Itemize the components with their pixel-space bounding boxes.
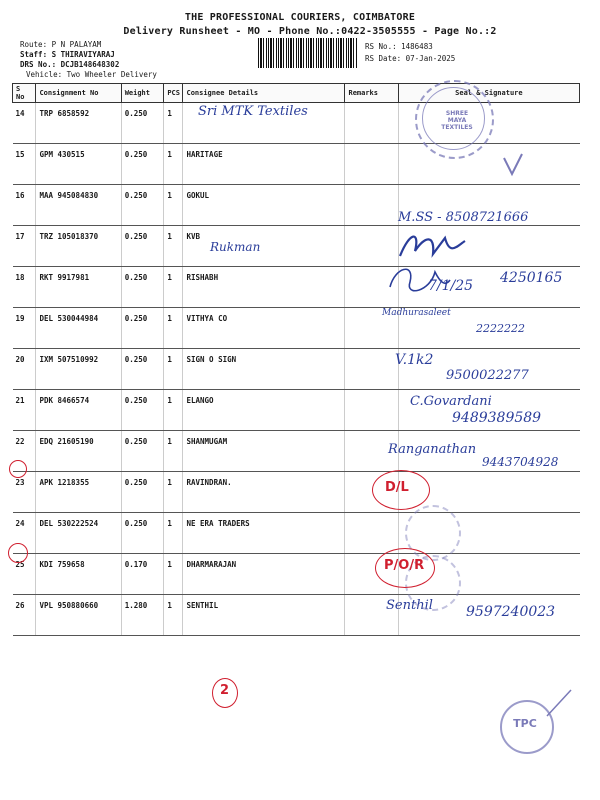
row-sno: 26 — [13, 595, 36, 636]
row-pcs: 1 — [164, 513, 183, 554]
row-sno: 19 — [13, 308, 36, 349]
delivery-table — [12, 83, 580, 636]
handwritten-consignee-17: Rukman — [210, 240, 261, 254]
tpc-stamp-tick — [545, 688, 575, 718]
row-consignee-details: RISHABH — [183, 267, 345, 308]
row-consignment-no: APK 1218355 — [36, 472, 121, 513]
row-consignment-no: PDK 8466574 — [36, 390, 121, 431]
checkmark-mark — [498, 150, 528, 180]
row-weight: 0.250 — [121, 103, 164, 144]
col-header-details: Consignee Details — [183, 84, 345, 103]
company-title: THE PROFESSIONAL COURIERS, COIMBATORE — [184, 12, 416, 23]
row-consignee-details: KVB — [183, 226, 345, 267]
table-row — [13, 226, 580, 267]
row-pcs: 1 — [164, 267, 183, 308]
row-pcs: 1 — [164, 595, 183, 636]
row-sno: 15 — [13, 144, 36, 185]
row-sno: 17 — [13, 226, 36, 267]
row-sno: 22 — [13, 431, 36, 472]
handwritten-name-21: C.Govardani — [410, 394, 492, 409]
row-consignment-no: VPL 950880660 — [36, 595, 121, 636]
col-header-consignment: Consignment No — [36, 84, 121, 103]
row-consignment-no: EDQ 21605190 — [36, 431, 121, 472]
row-pcs: 1 — [164, 554, 183, 595]
row-sno: 18 — [13, 267, 36, 308]
barcode — [258, 38, 358, 68]
row-consignment-no: TRP 6858592 — [36, 103, 121, 144]
handwritten-date-18: 7/1/25 — [428, 278, 474, 294]
row-weight: 0.250 — [121, 226, 164, 267]
handwritten-phone-17: M.SS - 8508721666 — [398, 210, 529, 225]
row-consignee-details: VITHYA CO — [183, 308, 345, 349]
runsheet-subtitle: Delivery Runsheet - MO - Phone No.:0422-3505555 - Page No.:2 — [123, 26, 497, 37]
handwritten-phone-26: 9597240023 — [466, 604, 556, 620]
col-header-seal: Seal & Signature — [398, 84, 579, 103]
row-consignee-details: GOKUL — [183, 185, 345, 226]
handwritten-name-19: Madhurasaleet — [382, 308, 451, 318]
handwritten-phone-22: 9443704928 — [482, 455, 559, 469]
row-consignment-no: DEL 530044984 — [36, 308, 121, 349]
row-pcs: 1 — [164, 226, 183, 267]
handwritten-phone-20: 9500022277 — [446, 368, 529, 383]
row-remarks — [345, 185, 398, 226]
red-footer-mark: 2 — [220, 683, 230, 698]
row-consignment-no: IXM 507510992 — [36, 349, 121, 390]
staff-label: Staff: S THIRAVIYARAJ — [20, 50, 115, 59]
rs-date: RS Date: 07-Jan-2025 — [365, 54, 456, 63]
row-weight: 0.250 — [121, 185, 164, 226]
red-circle-23 — [9, 460, 27, 478]
row-consignee-details: NE ERA TRADERS — [183, 513, 345, 554]
row-pcs: 1 — [164, 144, 183, 185]
col-header-weight: Weight — [121, 84, 164, 103]
row-sno: 21 — [13, 390, 36, 431]
row-consignee-details: RAVINDRAN. — [183, 472, 345, 513]
row-consignment-no: MAA 945084830 — [36, 185, 121, 226]
handwritten-name-26: Senthil — [386, 598, 433, 613]
route-label: Route: P N PALAYAM — [20, 40, 102, 49]
row-consignee-details: DHARMARAJAN — [183, 554, 345, 595]
row-weight: 0.250 — [121, 472, 164, 513]
row-weight: 1.280 — [121, 595, 164, 636]
table-row — [13, 513, 580, 554]
table-row — [13, 472, 580, 513]
red-circle-25 — [8, 543, 28, 563]
red-mark-25: P/O/R — [384, 558, 425, 573]
handwritten-phone-18: 4250165 — [500, 270, 563, 286]
row-sno: 23 — [13, 472, 36, 513]
handwritten-consignee-14: Sri MTK Textiles — [198, 104, 308, 119]
col-header-remarks: Remarks — [345, 84, 398, 103]
row-remarks — [345, 349, 398, 390]
row-weight: 0.250 — [121, 308, 164, 349]
row-consignee-details: HARITAGE — [183, 144, 345, 185]
tpc-stamp-text: TPC — [513, 717, 537, 730]
vehicle-label: Vehicle: Two Wheeler Delivery — [26, 70, 157, 79]
signature-17 — [395, 226, 475, 266]
row-consignee-details: SHANMUGAM — [183, 431, 345, 472]
rs-number: RS No.: 1486483 — [365, 42, 433, 51]
row-weight: 0.250 — [121, 431, 164, 472]
row-sno: 20 — [13, 349, 36, 390]
row-pcs: 1 — [164, 472, 183, 513]
row-pcs: 1 — [164, 349, 183, 390]
row-weight: 0.250 — [121, 349, 164, 390]
row-pcs: 1 — [164, 185, 183, 226]
row-consignment-no: KDI 759658 — [36, 554, 121, 595]
handwritten-name-20: V.1k2 — [395, 352, 434, 368]
table-header — [13, 84, 580, 103]
row-remarks — [345, 103, 398, 144]
row-pcs: 1 — [164, 308, 183, 349]
row-consignee-details: SENTHIL — [183, 595, 345, 636]
row-consignment-no: GPM 430515 — [36, 144, 121, 185]
row-pcs: 1 — [164, 103, 183, 144]
row-consignment-no: RKT 9917981 — [36, 267, 121, 308]
row-consignment-no: TRZ 105018370 — [36, 226, 121, 267]
row-consignee-details: ELANGO — [183, 390, 345, 431]
table-row — [13, 144, 580, 185]
route-info — [20, 40, 157, 80]
drs-label: DRS No.: DCJB148648302 — [20, 60, 120, 69]
row-remarks — [345, 226, 398, 267]
col-header-pcs: PCS — [164, 84, 183, 103]
row-sno: 14 — [13, 103, 36, 144]
row-pcs: 1 — [164, 390, 183, 431]
red-mark-23: D/L — [385, 480, 409, 495]
handwritten-phone-19: 2222222 — [476, 322, 525, 335]
row-weight: 0.170 — [121, 554, 164, 595]
handwritten-phone-21: 9489389589 — [452, 410, 542, 426]
table-row — [13, 554, 580, 595]
row-weight: 0.250 — [121, 267, 164, 308]
row-weight: 0.250 — [121, 390, 164, 431]
row-seal-signature — [398, 144, 579, 185]
row-sno: 16 — [13, 185, 36, 226]
row-consignee-details: SIGN O SIGN — [183, 349, 345, 390]
col-header-sno: S No — [13, 84, 36, 103]
row-weight: 0.250 — [121, 144, 164, 185]
row-sno: 25 — [13, 554, 36, 595]
row-sno: 24 — [13, 513, 36, 554]
table-row — [13, 267, 580, 308]
row-pcs: 1 — [164, 431, 183, 472]
handwritten-name-22: Ranganathan — [388, 442, 477, 457]
row-consignment-no: DEL 530222524 — [36, 513, 121, 554]
company-stamp-text: SHREE MAYA TEXTILES — [441, 110, 473, 131]
rs-info — [365, 41, 455, 65]
row-weight: 0.250 — [121, 513, 164, 554]
row-remarks — [345, 144, 398, 185]
row-remarks — [345, 390, 398, 431]
row-remarks — [345, 513, 398, 554]
